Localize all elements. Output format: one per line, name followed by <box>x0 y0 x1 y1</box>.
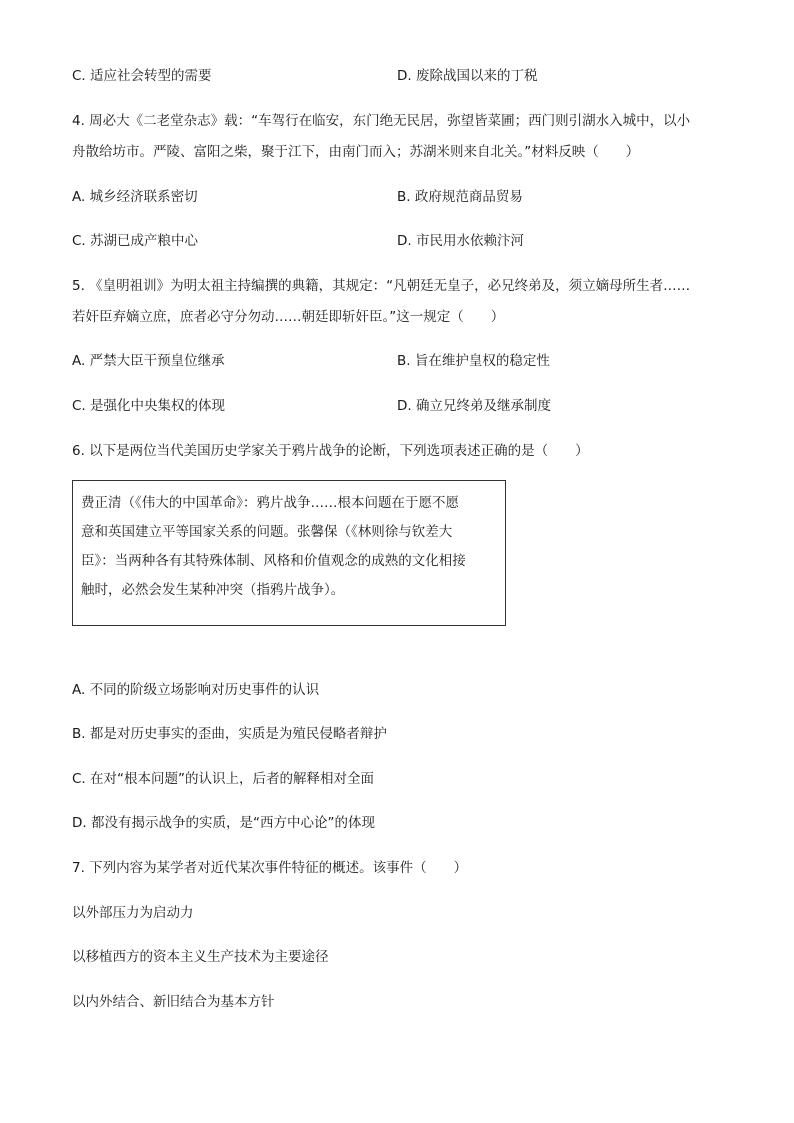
q6-material-line-3: 臣》：当两种各有其特殊体制、风格和价值观念的成熟的文化相接 <box>81 553 466 569</box>
q5-option-d: D. 确立兄终弟及继承制度 <box>397 398 551 414</box>
q4-option-a: A. 城乡经济联系密切 <box>72 189 198 205</box>
q6-option-b: B. 都是对历史事实的歪曲，实质是为殖民侵略者辩护 <box>72 726 387 742</box>
q4-option-c: C. 苏湖已成产粮中心 <box>72 233 199 249</box>
q6-material-line-4: 触时，必然会发生某种冲突（指鸦片战争）。 <box>81 582 345 598</box>
q5-stem-line-2: 若奸臣弃嫡立庶，庶者必守分勿动……朝廷即斩奸臣。”这一规定（ ） <box>72 309 505 325</box>
q7-item-2: 以移植西方的资本主义生产技术为主要途径 <box>72 949 329 965</box>
q3-option-c: C. 适应社会转型的需要 <box>72 68 212 84</box>
q6-material-line-1: 费正清（《伟大的中国革命》：鸦片战争……根本问题在于愿不愿 <box>81 495 459 511</box>
q6-material-box <box>72 480 506 626</box>
q6-option-d: D. 都没有揭示战争的实质，是“西方中心论”的体现 <box>72 815 375 831</box>
q7-stem: 7. 下列内容为某学者对近代某次事件特征的概述。该事件（ ） <box>72 860 468 876</box>
q5-option-a: A. 严禁大臣干预皇位继承 <box>72 353 225 369</box>
q6-material-line-2: 意和英国建立平等国家关系的问题。张馨保（《林则徐与钦差大 <box>81 524 453 540</box>
q7-item-1: 以外部压力为启动力 <box>72 905 194 921</box>
q4-stem-line-2: 舟散给坊市。严陵、富阳之柴，聚于江下，由南门而入；苏湖米则来自北关。”材料反映（ ） <box>72 144 640 160</box>
q3-option-d: D. 废除战国以来的丁税 <box>397 68 538 84</box>
q5-option-c: C. 是强化中央集权的体现 <box>72 398 226 414</box>
q5-option-b: B. 旨在维护皇权的稳定性 <box>397 353 550 369</box>
q6-option-c: C. 在对“根本问题”的认识上，后者的解释相对全面 <box>72 771 374 787</box>
q4-option-d: D. 市民用水依赖汴河 <box>397 233 524 249</box>
q5-stem-line-1: 5. 《皇明祖训》为明太祖主持编撰的典籍，其规定：“凡朝廷无皇子，必兄终弟及，须立嫡母所生者…… <box>72 278 691 294</box>
q6-stem: 6. 以下是两位当代美国历史学家关于鸦片战争的论断，下列选项表述正确的是（ ） <box>72 443 589 459</box>
q4-option-b: B. 政府规范商品贸易 <box>397 189 523 205</box>
q7-item-3: 以内外结合、新旧结合为基本方针 <box>72 994 275 1010</box>
q6-option-a: A. 不同的阶级立场影响对历史事件的认识 <box>72 682 320 698</box>
q4-stem-line-1: 4. 周必大《二老堂杂志》载：“车驾行在临安，东门绝无民居，弥望皆菜圃；西门则引湖水入城中，以小 <box>72 113 691 129</box>
